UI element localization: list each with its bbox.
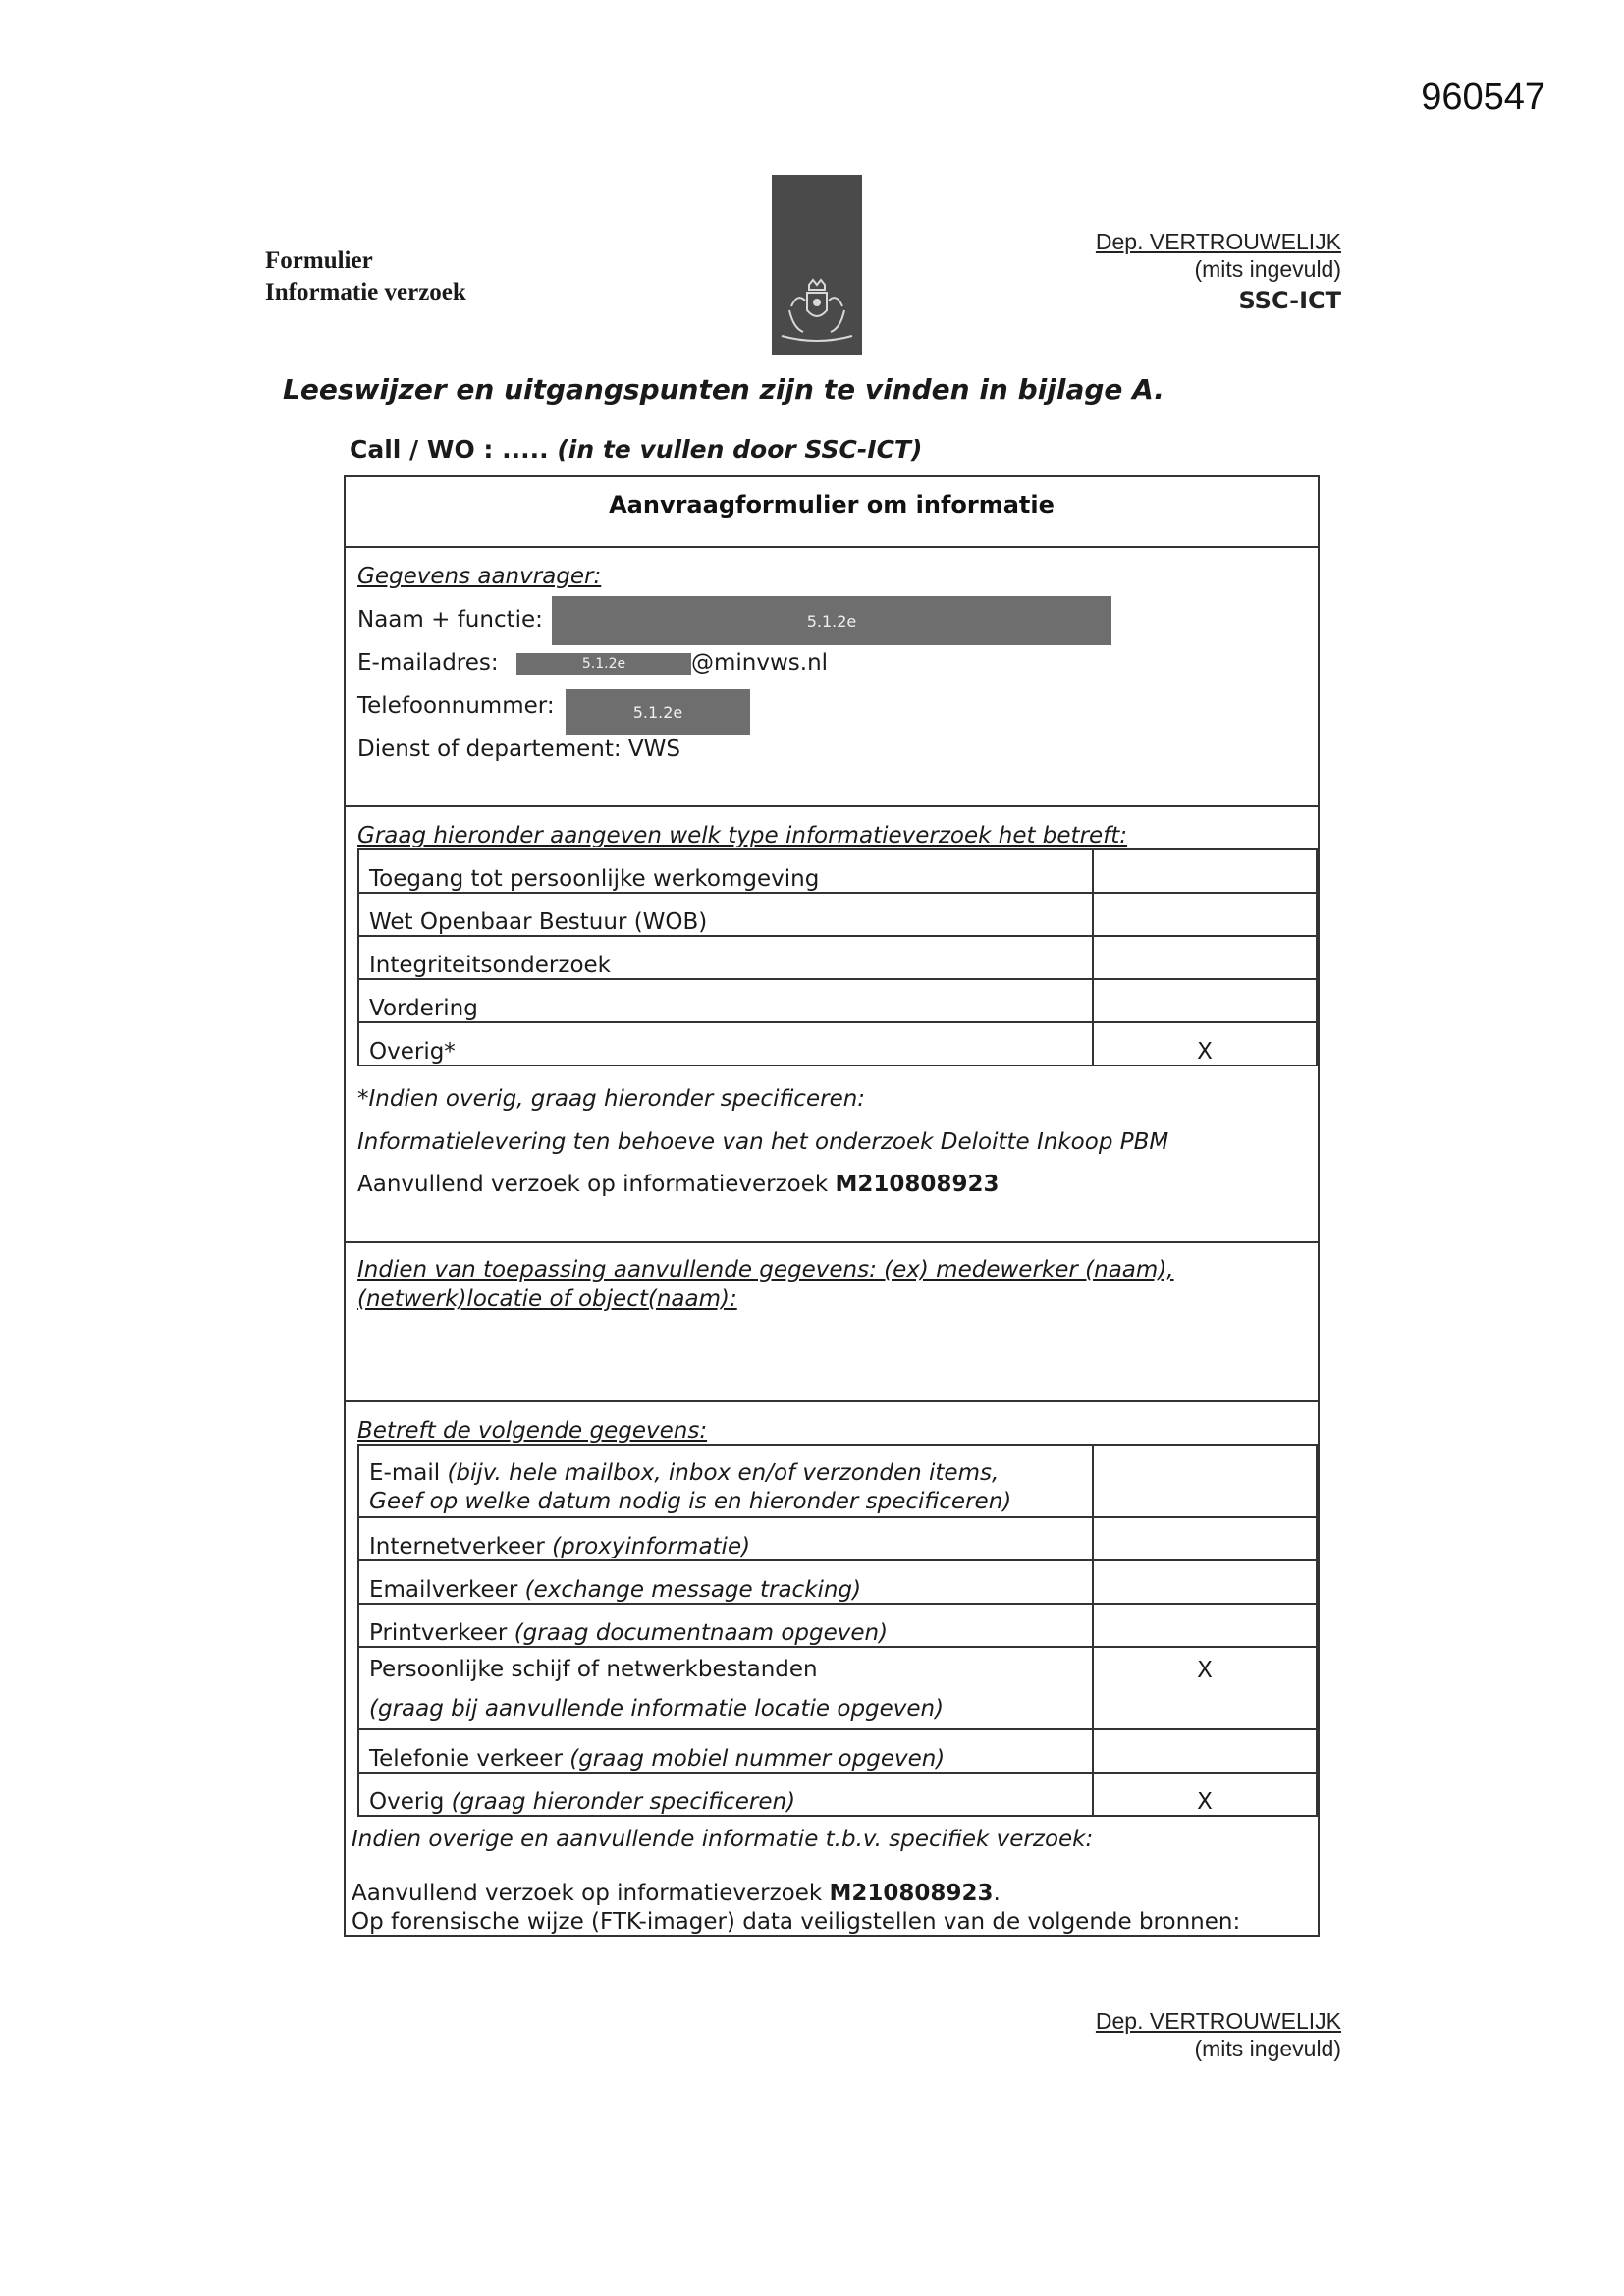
form-title-line2: Informatie verzoek [265,279,466,305]
data-types-table [357,1444,1318,1817]
leeswijzer-note: Leeswijzer en uitgangspunten zijn te vinden in bijlage A. [283,373,1164,406]
option-checkbox[interactable] [1093,849,1317,893]
table-row [358,1729,1317,1773]
option-label: Wet Openbaar Bestuur (WOB) [358,893,1093,936]
data-type-label: Internetverkeer (proxyinformatie) [358,1517,1093,1560]
conditional-label: (mits ingevuld) [1194,256,1341,282]
divider [344,805,1320,807]
org-label: SSC-ICT [1238,287,1341,314]
data-type-checkbox[interactable] [1093,1445,1317,1517]
data-type-label: E-mail (bijv. hele mailbox, inbox en/of verzonden items, Geef op welke datum nodig is en hieronder specificeren) [358,1445,1093,1517]
other-line2-prefix: Aanvullend verzoek op informatieverzoek [357,1172,836,1197]
additional-heading-line1: Indien van toepassing aanvullende gegevens: (ex) medewerker (naam), [357,1257,1174,1283]
form-title [265,246,466,308]
option-label: Overig* [358,1022,1093,1066]
request-reference: M210808923 [829,1881,994,1906]
option-label: Toegang tot persoonlijke werkomgeving [358,849,1093,893]
call-label: Call / WO : ..... [350,435,549,464]
data-types-line1-suffix: . [993,1881,1001,1906]
data-types-note: Indien overige en aanvullende informatie t.b.v. specifiek verzoek: [352,1827,1094,1852]
name-label: Naam + functie: [357,607,543,632]
data-type-checkbox[interactable] [1093,1729,1317,1773]
data-type-label: Telefonie verkeer (graag mobiel nummer opgeven) [358,1729,1093,1773]
request-type-table [357,848,1318,1066]
option-label: Vordering [358,979,1093,1022]
footer-conditional-label: (mits ingevuld) [1194,2036,1341,2061]
data-type-label: Persoonlijke schijf of netwerkbestanden (graag bij aanvullende informatie locatie opgeven) [358,1647,1093,1729]
data-types-line1-prefix: Aanvullend verzoek op informatieverzoek [352,1881,830,1906]
table-row [358,1517,1317,1560]
option-checkbox[interactable] [1093,979,1317,1022]
table-row [358,1022,1317,1066]
government-logo [772,175,862,355]
divider [344,1241,1320,1243]
table-row [358,1604,1317,1647]
confidentiality-label: Dep. VERTROUWELIJK [1095,229,1341,254]
table-row [358,1445,1317,1517]
coat-of-arms-icon [772,277,862,346]
other-line1: Informatielevering ten behoeve van het onderzoek Deloitte Inkoop PBM [357,1129,1169,1155]
confidentiality-footer [1096,2007,1341,2062]
data-types-line2: Op forensische wijze (FTK-imager) data veiligstellen van de volgende bronnen: [352,1909,1241,1935]
form-heading: Aanvraagformulier om informatie [609,491,1055,519]
request-type-heading: Graag hieronder aangeven welk type informatieverzoek het betreft: [357,823,1128,848]
data-type-label: Printverkeer (graag documentnaam opgeven) [358,1604,1093,1647]
table-row [358,1647,1317,1729]
table-row [358,893,1317,936]
data-type-label: Emailverkeer (exchange message tracking) [358,1560,1093,1604]
table-row [358,1773,1317,1816]
table-row [358,849,1317,893]
phone-redaction: 5.1.2e [566,689,750,735]
confidentiality-header [1096,228,1341,314]
divider [344,546,1320,548]
table-row [358,936,1317,979]
data-type-checkbox[interactable]: X [1093,1647,1317,1729]
data-type-checkbox[interactable] [1093,1560,1317,1604]
request-reference: M210808923 [835,1172,1000,1197]
email-label: E-mailadres: [357,650,499,676]
option-checkbox[interactable]: X [1093,1022,1317,1066]
option-checkbox[interactable] [1093,893,1317,936]
department-label: Dienst of departement: VWS [357,737,680,762]
option-checkbox[interactable] [1093,936,1317,979]
data-type-checkbox[interactable]: X [1093,1773,1317,1816]
table-row [358,1560,1317,1604]
additional-heading-line2: (netwerk)locatie of object(naam): [357,1286,737,1312]
table-row [358,979,1317,1022]
call-note: (in te vullen door SSC-ICT) [557,435,923,464]
data-types-line1 [352,1881,1001,1906]
email-domain: @minvws.nl [691,650,829,676]
option-label: Integriteitsonderzoek [358,936,1093,979]
applicant-heading: Gegevens aanvrager: [357,564,602,589]
document-number: 960547 [1421,77,1545,118]
data-type-checkbox[interactable] [1093,1517,1317,1560]
data-types-heading: Betreft de volgende gegevens: [357,1418,708,1444]
phone-label: Telefoonnummer: [357,693,555,719]
name-redaction: 5.1.2e [552,596,1111,645]
data-type-label: Overig (graag hieronder specificeren) [358,1773,1093,1816]
data-type-checkbox[interactable] [1093,1604,1317,1647]
call-line [350,435,922,464]
email-redaction: 5.1.2e [516,653,691,675]
divider [344,1400,1320,1402]
other-note: *Indien overig, graag hieronder specificeren: [357,1086,866,1112]
other-line2 [357,1172,999,1197]
footer-confidentiality-label: Dep. VERTROUWELIJK [1095,2008,1341,2034]
form-title-line1: Formulier [265,247,373,274]
